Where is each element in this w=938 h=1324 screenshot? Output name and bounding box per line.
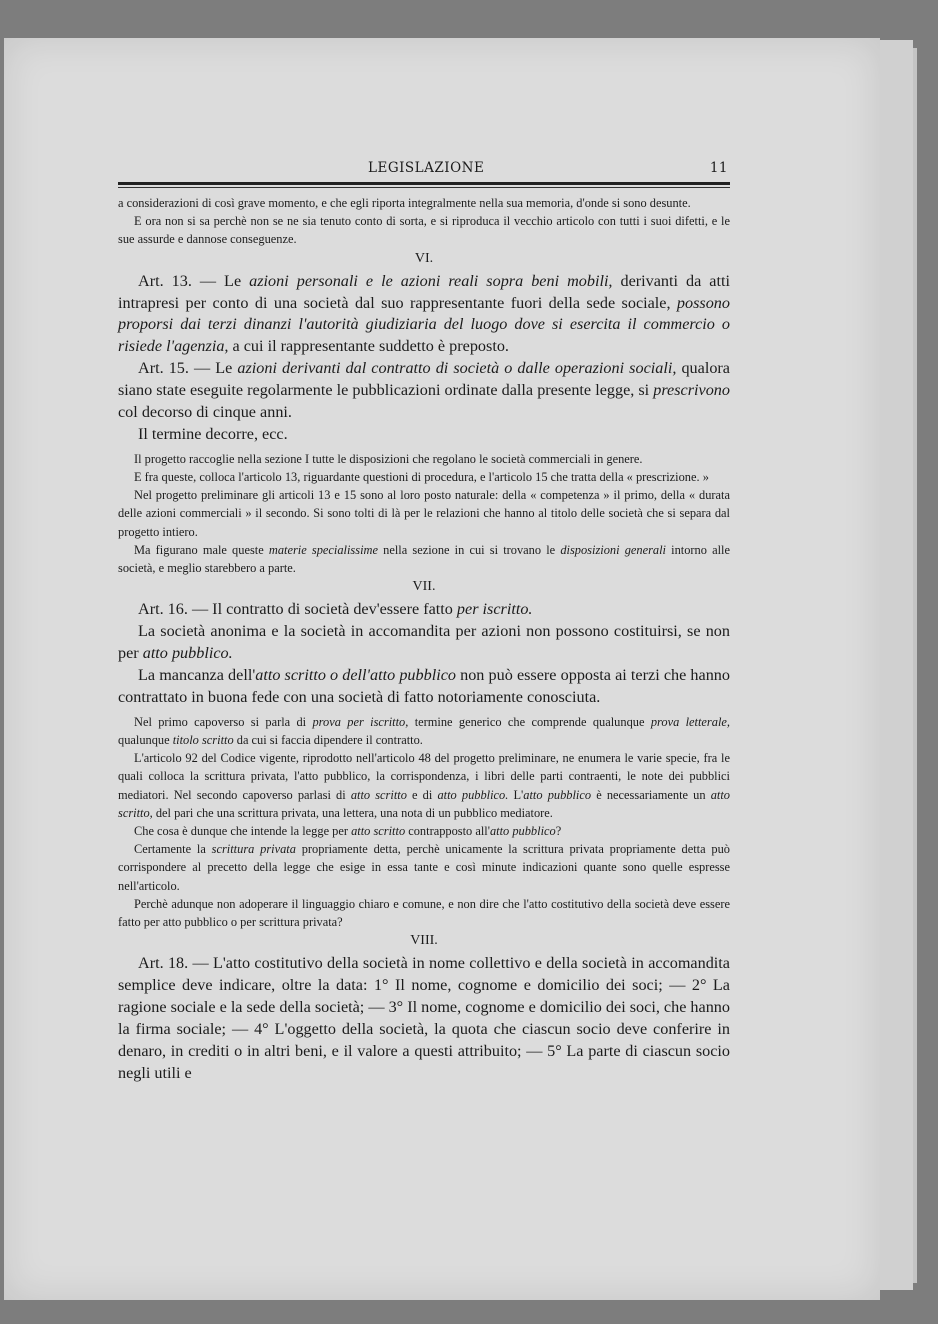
article-15: Art. 15. — Le azioni derivanti dal contratto di società o dalle operazioni sociali, qualora siano state eseguite regolarmente le pubblicazioni ordinate dalla presente legge, si prescrivono col decorso di cinque anni. — [118, 359, 730, 422]
running-title: LEGISLAZIONE — [368, 160, 485, 176]
article-18: Art. 18. — L'atto costitutivo della società in nome collettivo e della società in accomandita semplice deve indicare, oltre la data: 1° Il nome, cognome e domicilio dei soci; — 2° La ragione sociale e la sede della società; — 3° Il nome, cognome e domicilio dei soci, che hanno la firma sociale; — 4° L'oggetto della società, la quota che ciascun socio deve conferire in denaro, in crediti o in altri beni, e il valore a questi attribuito; — 5° La parte di ciascun socio negli utili e — [118, 954, 730, 1082]
header-rule — [118, 182, 730, 185]
commentary: Ma figurano male queste materie specialissime nella sezione in cui si trovano le disposizioni generali intorno alle società, e meglio starebbero a parte. — [118, 542, 730, 576]
article-16: Art. 16. — Il contratto di società dev'essere fatto per iscritto. — [138, 600, 533, 619]
article-13: Art. 13. — Le azioni personali e le azioni reali sopra beni mobili, derivanti da atti intrapresi per conto di una società dal suo rappresentante fuori della sede sociale, possono proporsi dai terzi dinanzi l'autorità giudiziaria del luogo dove si esercita il commercio o risiede l'agenzia, a cui il rappresentante suddetto è preposto. — [118, 271, 730, 356]
header-rule-thin — [118, 187, 730, 188]
section-heading: VII. — [412, 579, 436, 595]
running-header — [118, 158, 730, 182]
section-heading: VI. — [414, 250, 434, 266]
page-content — [118, 158, 730, 1085]
paragraph: Il termine decorre, ecc. — [138, 424, 288, 443]
book-page — [4, 38, 880, 1300]
paragraph: E ora non si sa perchè non se ne sia tenuto conto di sorta, e si riproduca il vecchio articolo con tutti i suoi difetti, e le sue assurde e dannose conseguenze. — [118, 214, 730, 247]
commentary: Che cosa è dunque che intende la legge per atto scritto contrapposto all'atto pubblico? — [134, 824, 562, 839]
commentary: L'articolo 92 del Codice vigente, riprodotto nell'articolo 48 del progetto preliminare, ne enumera le varie specie, fra le quali colloca la scrittura privata, l'atto pubblico, la corrispondenza, i libri delle parti contraenti, le note dei pubblici mediatori. Nel secondo capoverso parlasi di atto scritto e di atto pubblico. L'atto pubblico è necessariamente un atto scritto, del pari che una scrittura privata, una lettera, una nota di un pubblico mediatore. — [118, 751, 730, 820]
commentary: Certamente la scrittura privata propriamente detta, perchè unicamente la scrittura privata propriamente detta può corrispondere al precetto della legge che esige in essa tante e così minute indicazioni quante sono quelle espresse nell'articolo. — [118, 842, 730, 893]
paragraph: a considerazioni di così grave momento, e che egli riporta integralmente nella sua memoria, d'onde si sono desunte. — [118, 196, 691, 210]
page-number: 11 — [709, 160, 728, 176]
section-heading: VIII. — [410, 933, 438, 949]
commentary: Nel primo capoverso si parla di prova per iscritto, termine generico che comprende qualunque prova letterale, qualunque titolo scritto da cui si faccia dipendere il contratto. — [118, 714, 730, 748]
commentary: E fra queste, colloca l'articolo 13, riguardante questioni di procedura, e l'articolo 15 che tratta della « prescrizione. » — [134, 470, 709, 485]
paragraph: La società anonima e la società in accomandita per azioni non possono costituirsi, se non per atto pubblico. — [118, 622, 730, 663]
paragraph: La mancanza dell'atto scritto o dell'atto pubblico non può essere opposta ai terzi che hanno contrattato in buona fede con una società di fatto notoriamente conosciuta. — [118, 666, 730, 706]
commentary: Perchè adunque non adoperare il linguaggio chiaro e comune, e non dire che l'atto costitutivo della società deve essere fatto per atto pubblico o per scrittura privata? — [118, 896, 730, 930]
commentary: Il progetto raccoglie nella sezione I tutte le disposizioni che regolano le società commerciali in genere. — [134, 451, 643, 466]
commentary: Nel progetto preliminare gli articoli 13 e 15 sono al loro posto naturale: della « competenza » il primo, della « durata delle azioni commerciali » il secondo. Si sono tolti di là per le relazioni che hanno al titolo delle società che si separa dal progetto intiero. — [118, 488, 730, 539]
